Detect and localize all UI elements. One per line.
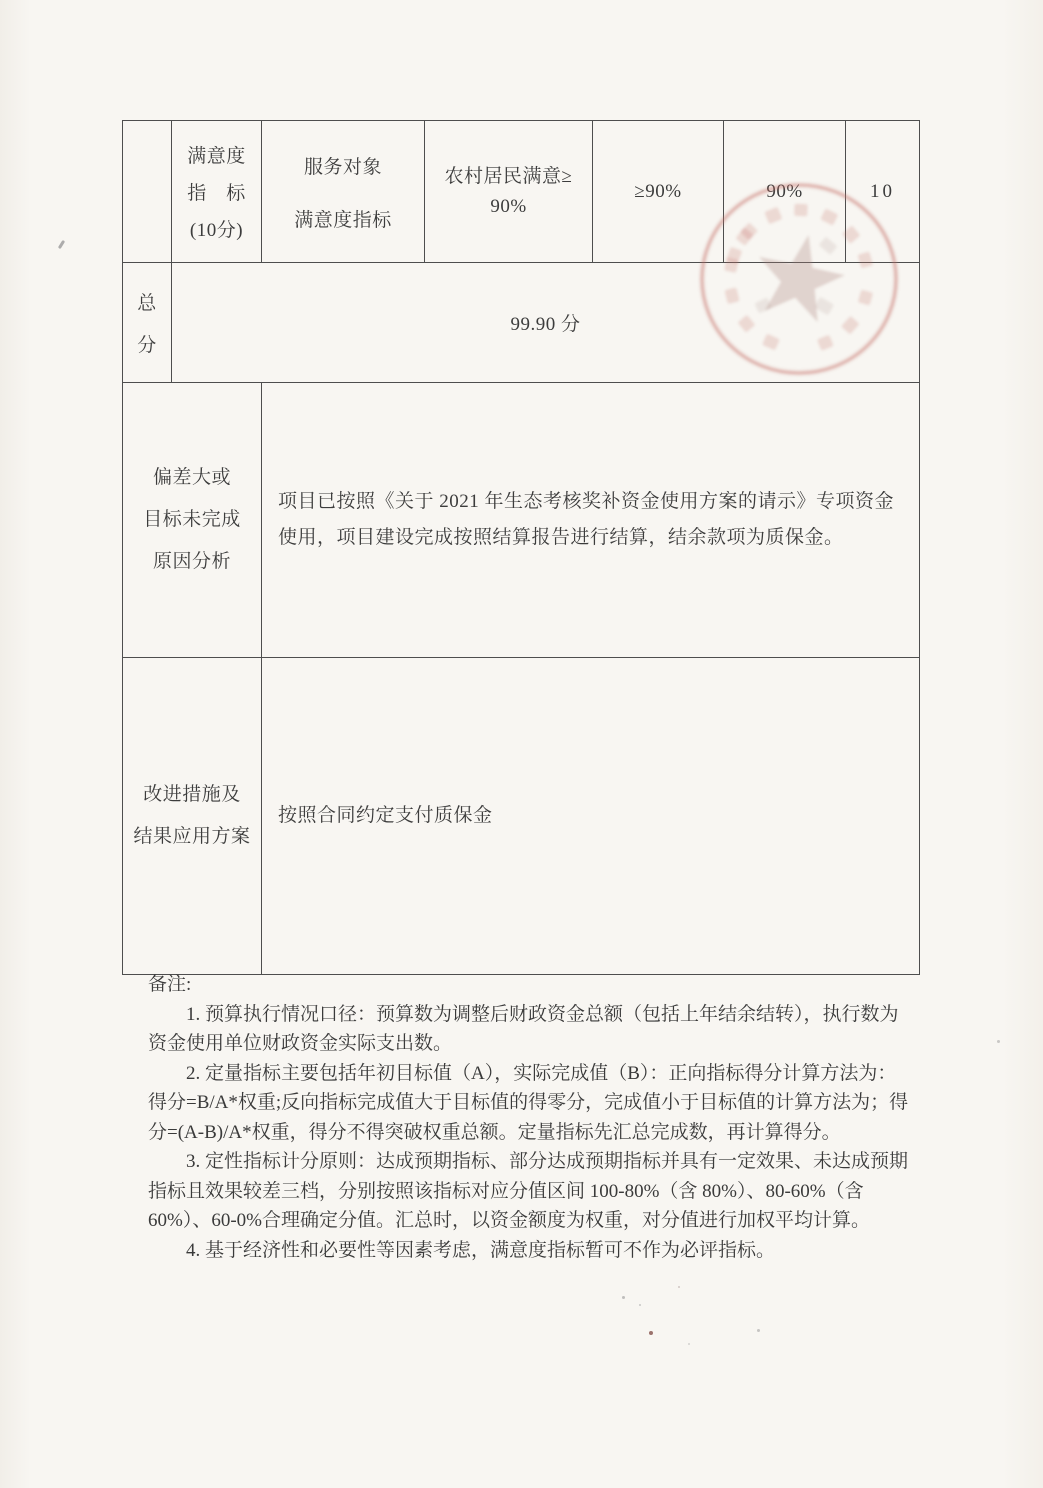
deviation-label-line: 偏差大或 <box>152 467 231 488</box>
criteria-cell <box>425 121 593 262</box>
total-score-row <box>123 263 919 383</box>
total-score-label-cell <box>123 263 172 382</box>
empty-cell <box>123 121 172 262</box>
deviation-label-cell <box>123 383 262 657</box>
scan-speck <box>757 1329 760 1332</box>
score-value: 10 <box>870 180 895 202</box>
total-score-value: 99.90 分 <box>510 314 581 335</box>
score-cell <box>846 121 919 262</box>
scan-speck <box>639 1304 641 1306</box>
scan-speck <box>649 1331 653 1335</box>
indicator-name-cell <box>262 121 425 262</box>
category-line: 指 标 <box>187 183 246 204</box>
actual-value-cell <box>724 121 846 262</box>
category-line: (10分) <box>189 220 244 241</box>
deviation-analysis-row <box>123 383 919 658</box>
note-item: 2. 定量指标主要包括年初目标值（A），实际完成值（B）：正向指标得分计算方法为：得分=B/A*权重;反向指标完成值大于目标值的得零分，完成值小于目标值的计算方法为；得分=(A-B)/A*权重，得分不得突破权重总额。定量指标先汇总完成数，再计算得分。 <box>148 1062 909 1143</box>
notes-title: 备注: <box>148 974 192 995</box>
notes-section <box>148 970 912 1265</box>
note-item: 4. 基于经济性和必要性等因素考虑，满意度指标暂可不作为必评指标。 <box>186 1239 776 1261</box>
scan-speck <box>688 1343 690 1345</box>
target-value-cell <box>593 121 724 262</box>
total-score-value-cell <box>172 263 919 382</box>
improvement-label-line: 结果应用方案 <box>133 826 251 847</box>
evaluation-table <box>122 120 920 975</box>
scan-speck <box>622 1296 625 1299</box>
note-item: 1. 预算执行情况口径：预算数为调整后财政资金总额（包括上年结余结转），执行数为资金使用单位财政资金实际支出数。 <box>148 1003 899 1054</box>
improvement-label-cell <box>123 658 262 974</box>
criteria-text: 农村居民满意≥ 90% <box>444 165 573 217</box>
deviation-label-line: 目标未完成 <box>143 509 241 530</box>
actual-value: 90% <box>766 180 803 202</box>
total-label-char: 总 <box>137 293 157 314</box>
scan-artifact-mark <box>58 240 65 249</box>
indicator-name-line: 服务对象 <box>303 156 382 178</box>
improvement-content-cell <box>262 658 919 974</box>
indicator-category-cell <box>172 121 262 262</box>
target-value: ≥90% <box>634 180 682 202</box>
note-item: 3. 定性指标计分原则：达成预期指标、部分达成预期指标并具有一定效果、未达成预期指标且效果较差三档，分别按照该指标对应分值区间 100-80%（含 80%）、80-60%（含 60%）、60-0%合理确定分值。汇总时，以资金额度为权重，对分值进行加权平均计算。 <box>148 1151 909 1231</box>
satisfaction-indicator-row <box>123 121 919 263</box>
scan-speck <box>997 1040 1000 1043</box>
deviation-content-cell <box>262 383 919 657</box>
indicator-name-line: 满意度指标 <box>294 209 392 231</box>
category-line: 满意度 <box>187 146 246 167</box>
deviation-content-text: 项目已按照《关于 2021 年生态考核奖补资金使用方案的请示》专项资金使用，项目建设完成按照结算报告进行结算，结余款项为质保金。 <box>278 491 895 548</box>
scan-speck <box>678 1286 680 1288</box>
deviation-label-line: 原因分析 <box>152 551 231 572</box>
improvement-label-line: 改进措施及 <box>143 784 241 805</box>
improvement-content-text: 按照合同约定支付质保金 <box>278 805 493 826</box>
total-label-char: 分 <box>137 335 157 356</box>
improvement-measures-row <box>123 658 919 974</box>
